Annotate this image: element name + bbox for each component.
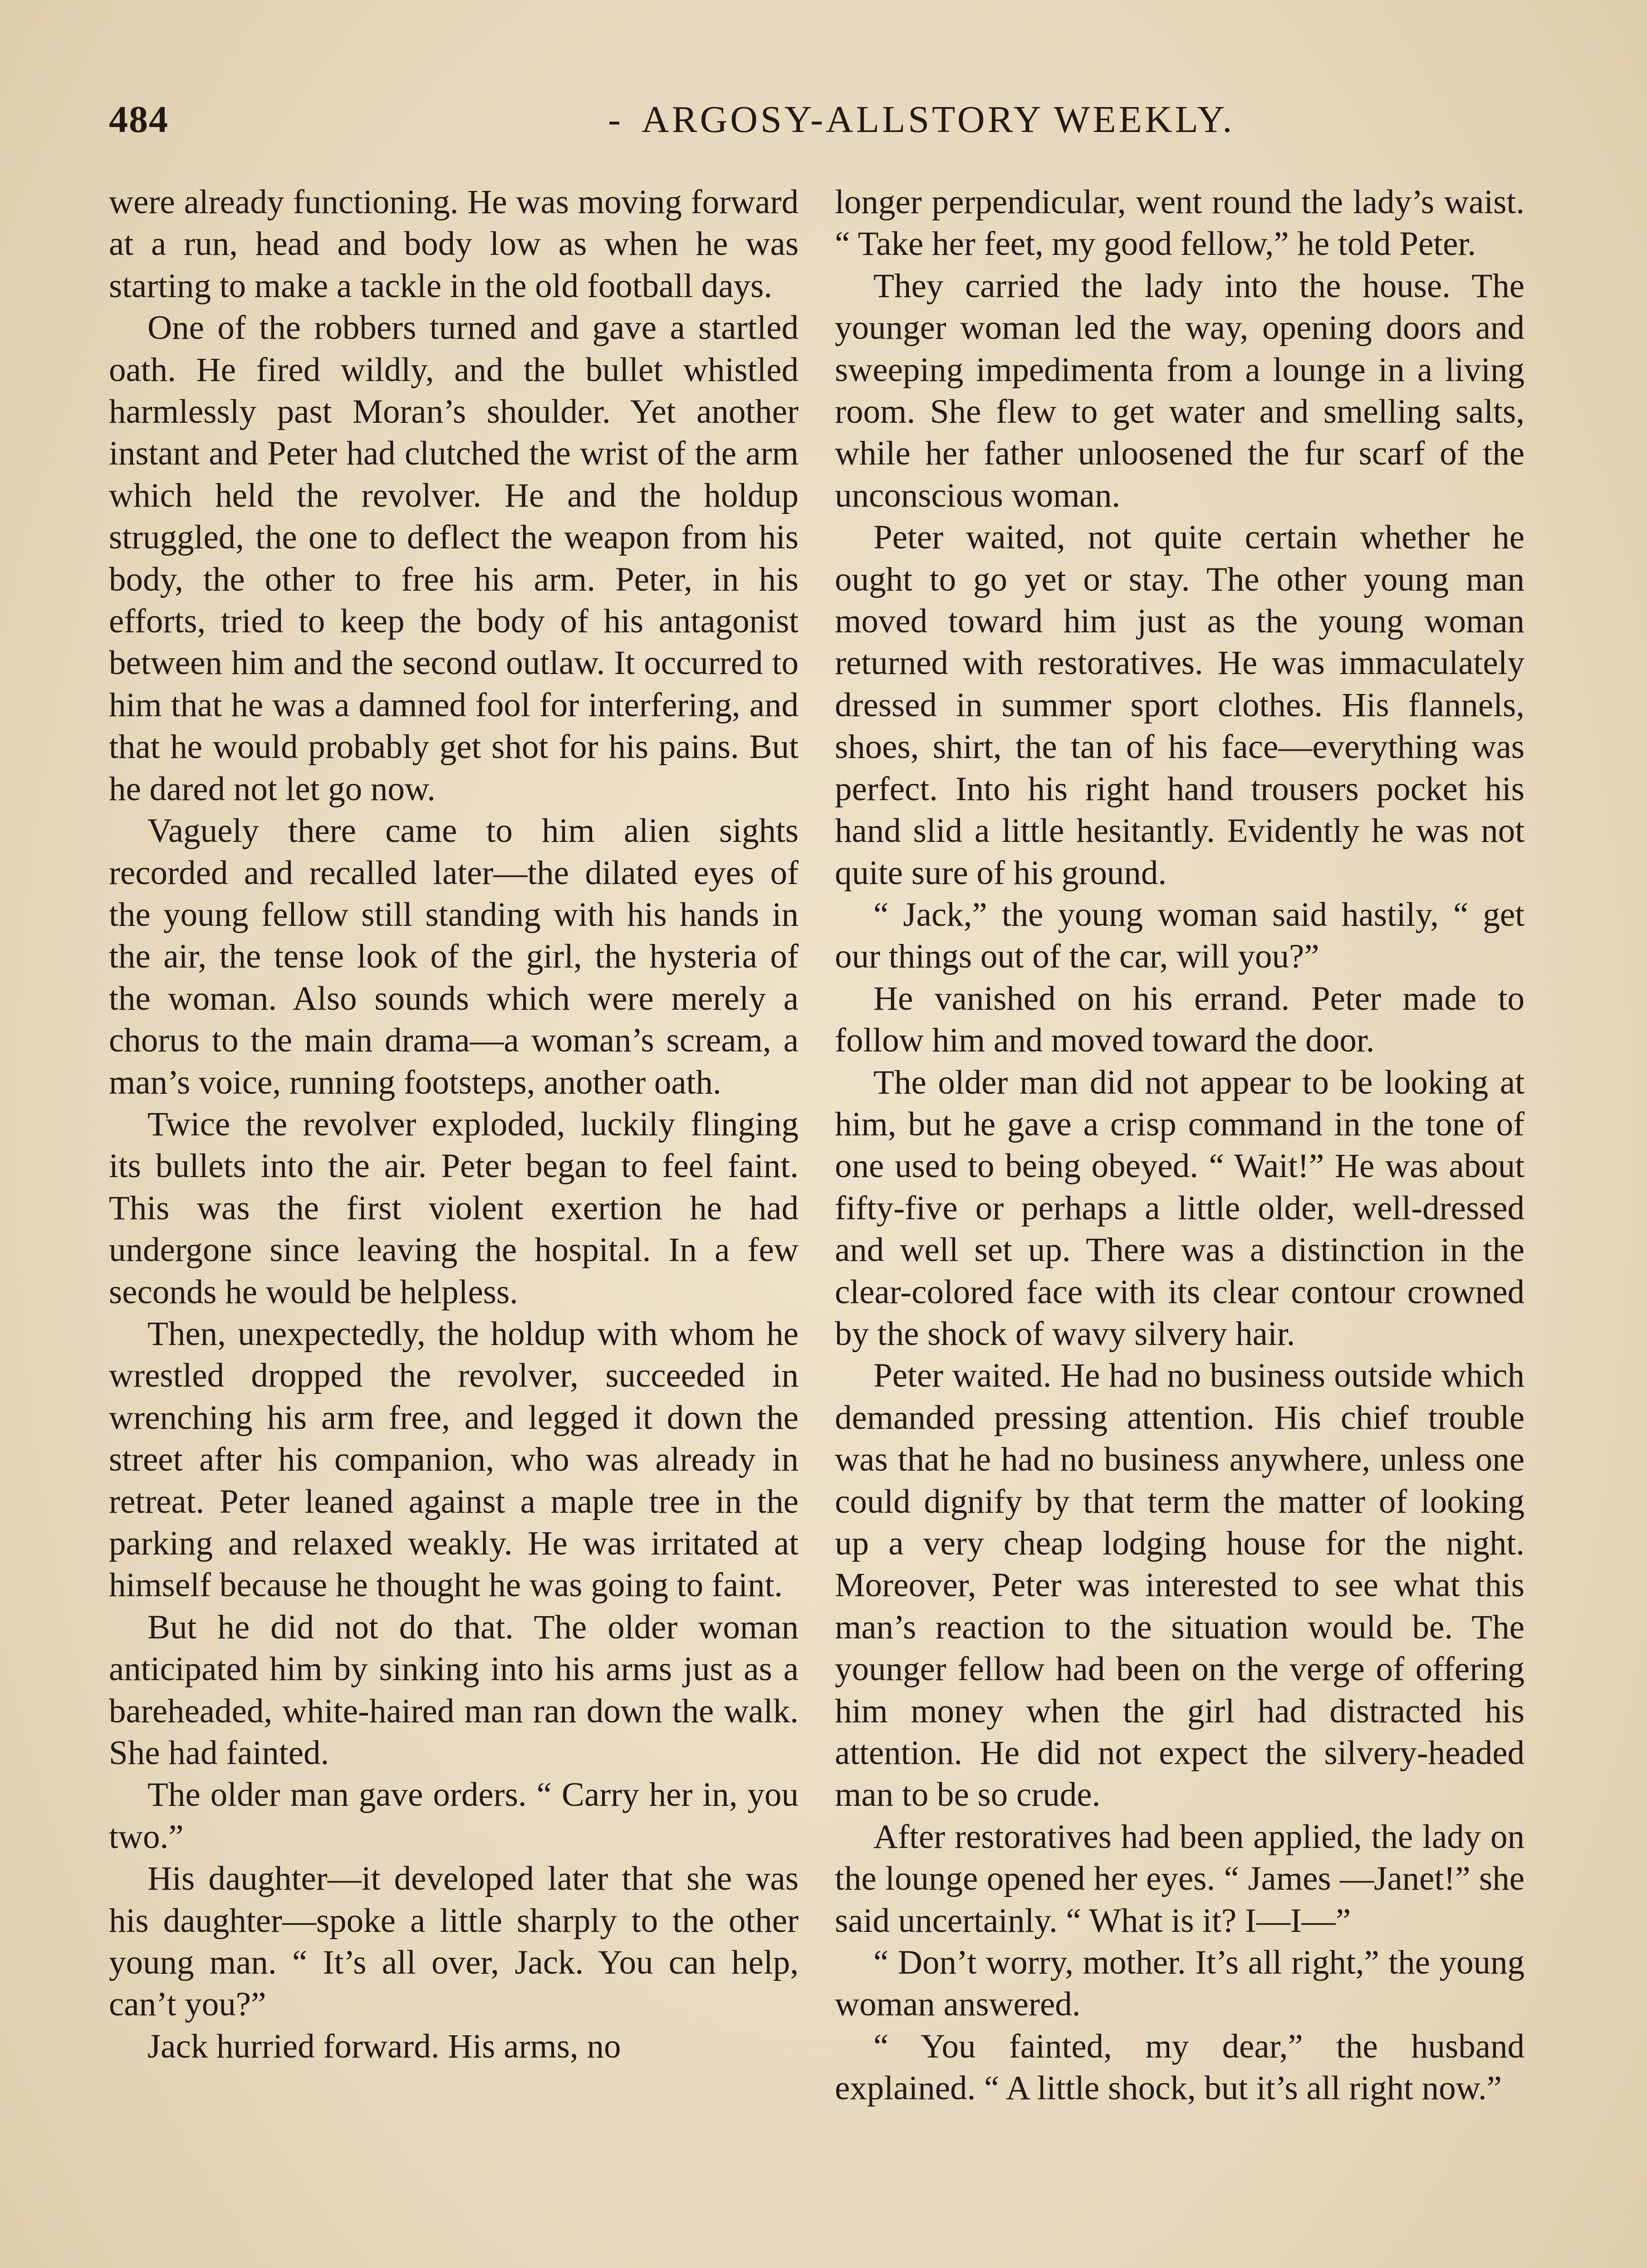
paragraph: Peter waited, not quite certain whether he ought to go yet or stay. The other young man moved toward him just as the young woman returned with restoratives. He was immaculately dressed in summer sport clothes. His flannels, shoes, shirt, the tan of his face—everything was perfect. Into his right hand trousers pocket his hand slid a little hesitantly. Evidently he was not quite sure of his ground. bbox=[835, 518, 1524, 892]
paragraph: After restoratives had been applied, the lady on the lounge opened her eyes. “ James —Janet!” she said uncertainly. “ What is it? I—I—” bbox=[835, 1818, 1524, 1940]
paragraph: One of the robbers turned and gave a startled oath. He fired wildly, and the bullet whistled harmlessly past Moran’s shoulder. Yet another instant and Peter had clutched the wrist of the arm which held the revolver. He and the holdup struggled, the one to deflect the weapon from his body, the other to free his arm. Peter, in his efforts, tried to keep the body of his antagonist between him and the second outlaw. It occurred to him that he was a damned fool for interfering, and that he would probably get shot for his pains. But he dared not let go now. bbox=[109, 309, 799, 808]
paragraph: “ You fainted, my dear,” the husband explained. “ A little shock, but it’s all right now.” bbox=[835, 2027, 1524, 2107]
paragraph: The older man gave orders. “ Carry her in, you two.” bbox=[109, 1776, 799, 1856]
paragraph: His daughter—it developed later that she was his daughter—spoke a little sharply to the other young man. “ It’s all over, Jack. You can help, can’t you?” bbox=[109, 1860, 799, 2024]
running-head bbox=[608, 98, 1235, 142]
paragraph: “ Don’t worry, mother. It’s all right,” the young woman answered. bbox=[835, 1944, 1524, 2024]
paragraph: Peter waited. He had no business outside which demanded pressing attention. His chief trouble was that he had no business anywhere, unless one could dignify by that term the matter of looking up a very cheap lodging house for the night. Moreover, Peter was interested to see what this man’s reaction to the situation would be. The younger fellow had been on the verge of offering him money when the girl had distracted his attention. He did not expect the silvery-headed man to be so crude. bbox=[835, 1357, 1524, 1814]
paragraph: were already functioning. He was moving forward at a run, head and body low as when he was starting to make a tackle in the old football days. bbox=[109, 183, 799, 305]
paragraph: “ Jack,” the young woman said hastily, “ get our things out of the car, will you?” bbox=[835, 895, 1524, 976]
paragraph: Twice the revolver exploded, luckily flinging its bullets into the air. Peter began to feel faint. This was the first violent exertion he had undergone since leaving the hospital. In a few seconds he would be helpless. bbox=[109, 1105, 799, 1311]
header-dash: - bbox=[608, 98, 623, 141]
paragraph: He vanished on his errand. Peter made to follow him and moved toward the door. bbox=[835, 979, 1524, 1060]
paragraph: They carried the lady into the house. The younger woman led the way, opening doors and sweeping impedimenta from a lounge in a living room. She flew to get water and smelling salts, while her father unloosened the fur scarf of the unconscious woman. bbox=[835, 267, 1524, 514]
right-column bbox=[835, 181, 1524, 2268]
paragraph: Then, unexpectedly, the holdup with whom he wrestled dropped the revolver, succeeded in wrenching his arm free, and legged it down the street after his companion, who was already in retreat. Peter leaned against a maple tree in the parking and relaxed weakly. He was irritated at himself because he thought he was going to faint. bbox=[109, 1315, 799, 1604]
paragraph: Jack hurried forward. His arms, no bbox=[147, 2027, 621, 2065]
paragraph: The older man did not appear to be looking at him, but he gave a crisp command in the tone of one used to being obeyed. “ Wait!” He was about fifty-five or perhaps a little older, well-dressed and well set up. There was a distinction in the clear-colored face with its clear contour crowned by the shock of wavy silvery hair. bbox=[835, 1063, 1524, 1353]
page-header bbox=[109, 98, 1534, 147]
paragraph: But he did not do that. The older woman anticipated him by sinking into his arms just as a bareheaded, white-haired man ran down the walk. She had fainted. bbox=[109, 1608, 799, 1772]
left-column bbox=[109, 181, 799, 2268]
page-number: 484 bbox=[109, 98, 169, 141]
magazine-title: ARGOSY-ALLSTORY WEEKLY. bbox=[641, 98, 1235, 141]
paragraph: longer perpendicular, went round the lady’s waist. “ Take her feet, my good fellow,” he told Peter. bbox=[835, 183, 1524, 263]
paragraph: Vaguely there came to him alien sights recorded and recalled later—the dilated eyes of the young fellow still standing with his hands in the air, the tense look of the girl, the hysteria of the woman. Also sounds which were merely a chorus to the main drama—a woman’s scream, a man’s voice, running footsteps, another oath. bbox=[109, 812, 799, 1101]
